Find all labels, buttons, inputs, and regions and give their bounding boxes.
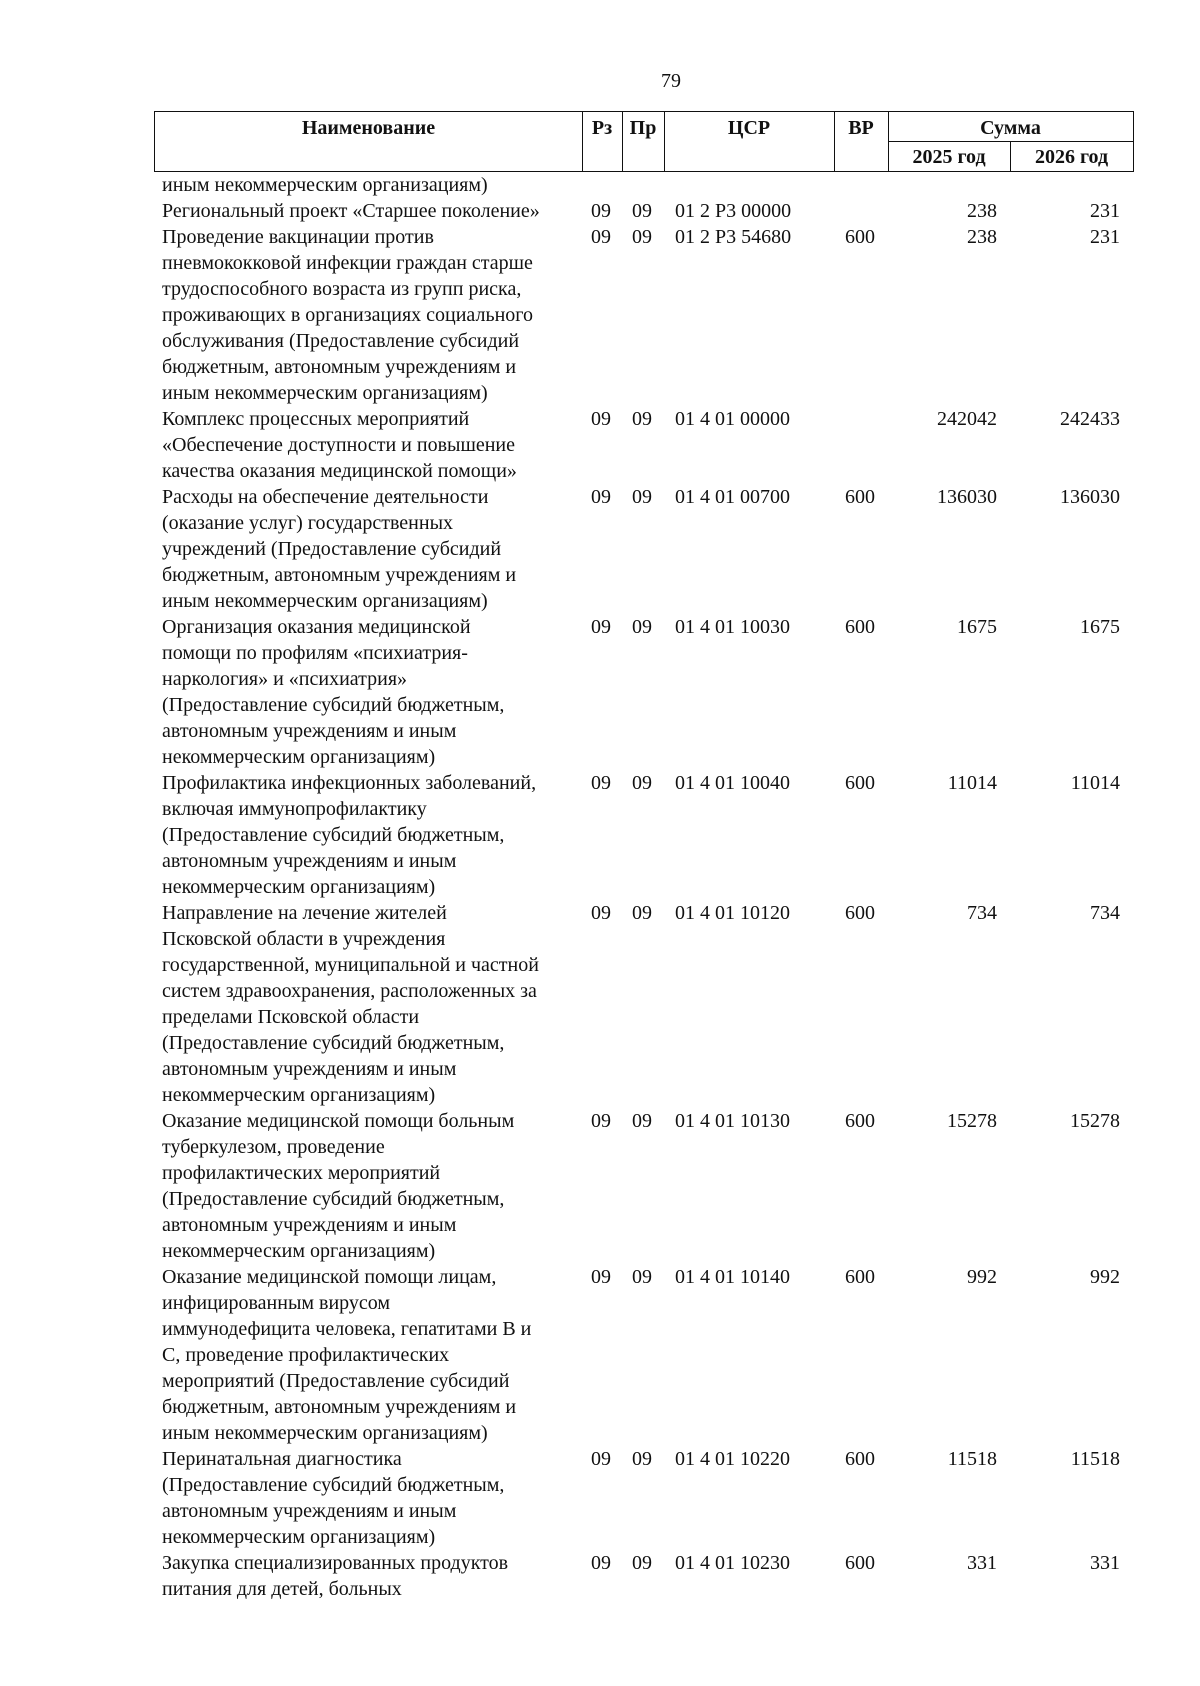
- header-year-2025: 2025 год: [912, 146, 986, 168]
- cell-2025: 238: [967, 200, 997, 222]
- table-row: [154, 406, 1134, 484]
- cell-rz: 09: [591, 772, 611, 794]
- cell-name: [154, 172, 581, 198]
- cell-pr: 09: [632, 486, 652, 508]
- header-rz: Рз: [591, 117, 613, 139]
- cell-2025: 331: [967, 1552, 997, 1574]
- cell-name-line: Оказание медицинской помощи больным: [162, 1110, 515, 1132]
- cell-rz: 09: [591, 1552, 611, 1574]
- cell-2025: 136030: [937, 486, 997, 508]
- cell-name-line: Оказание медицинской помощи лицам,: [162, 1266, 497, 1288]
- header-year-2026: 2026 год: [1034, 146, 1109, 168]
- cell-name-line: помощи по профилям «психиатрия-: [162, 642, 468, 664]
- cell-name-line: мероприятий (Предоставление субсидий: [162, 1370, 510, 1392]
- cell-name-line: наркология» и «психиатрия»: [162, 668, 408, 690]
- cell-2025: 15278: [947, 1110, 997, 1132]
- cell-name-line: туберкулезом, проведение: [162, 1136, 385, 1158]
- table-row: [154, 198, 1134, 224]
- cell-2025: 734: [967, 902, 997, 924]
- cell-csr: 01 4 01 10220: [675, 1448, 790, 1470]
- cell-name-line: иным некоммерческим организациям): [162, 1422, 488, 1444]
- cell-csr: 01 4 01 10230: [675, 1552, 790, 1574]
- cell-name-line: питания для детей, больных: [162, 1578, 402, 1600]
- cell-2025: [887, 172, 1009, 198]
- cell-rz: 09: [591, 1448, 611, 1470]
- cell-name-line: автономным учреждениям и иным: [162, 1058, 457, 1080]
- cell-name: [154, 484, 581, 614]
- cell-vr: 600: [845, 772, 875, 794]
- cell-name-line: Перинатальная диагностика: [162, 1448, 402, 1470]
- cell-name-line: (Предоставление субсидий бюджетным,: [162, 694, 505, 716]
- table-row: [154, 614, 1134, 770]
- cell-name: [154, 224, 581, 406]
- cell-name: [154, 198, 581, 224]
- cell-vr: 600: [845, 1266, 875, 1288]
- table-row: [154, 900, 1134, 1108]
- cell-name-line: включая иммунопрофилактику: [162, 798, 427, 820]
- cell-pr: 09: [632, 1448, 652, 1470]
- cell-name: [154, 614, 581, 770]
- page-number: 79: [661, 70, 681, 92]
- cell-vr: [833, 406, 887, 484]
- cell-name-line: иным некоммерческим организациям): [162, 174, 488, 196]
- cell-pr: 09: [632, 1266, 652, 1288]
- table-row: [154, 224, 1134, 406]
- cell-pr: 09: [632, 616, 652, 638]
- cell-name-line: (Предоставление субсидий бюджетным,: [162, 1474, 505, 1496]
- cell-name-line: иным некоммерческим организациям): [162, 590, 488, 612]
- cell-pr: 09: [632, 226, 652, 248]
- cell-name-line: пределами Псковской области: [162, 1006, 420, 1028]
- cell-name-line: проживающих в организациях социального: [162, 304, 533, 326]
- cell-vr: 600: [845, 902, 875, 924]
- cell-2026: 11518: [1070, 1448, 1120, 1470]
- cell-name-line: С, проведение профилактических: [162, 1344, 450, 1366]
- cell-2025: 11014: [947, 772, 997, 794]
- cell-name-line: некоммерческим организациям): [162, 1240, 436, 1262]
- cell-name-line: Псковской области в учреждения: [162, 928, 446, 950]
- cell-name: [154, 1446, 581, 1550]
- cell-rz: 09: [591, 616, 611, 638]
- cell-2026: [1009, 172, 1134, 198]
- cell-name-line: качества оказания медицинской помощи»: [162, 460, 517, 482]
- cell-pr: 09: [632, 408, 652, 430]
- cell-rz: 09: [591, 408, 611, 430]
- cell-2026: 15278: [1070, 1110, 1120, 1132]
- table-row: [154, 1446, 1134, 1550]
- cell-2026: 992: [1090, 1266, 1120, 1288]
- budget-table: [154, 111, 1134, 1602]
- cell-2026: 231: [1090, 226, 1120, 248]
- cell-name-line: бюджетным, автономным учреждениям и: [162, 1396, 517, 1418]
- cell-csr: 01 4 01 10120: [675, 902, 790, 924]
- cell-vr: 600: [845, 226, 875, 248]
- cell-2026: 1675: [1080, 616, 1120, 638]
- cell-name: [154, 1108, 581, 1264]
- cell-name-line: Профилактика инфекционных заболеваний,: [162, 772, 537, 794]
- cell-vr: 600: [845, 486, 875, 508]
- table-row: [154, 484, 1134, 614]
- cell-name-line: иммунодефицита человека, гепатитами В и: [162, 1318, 532, 1340]
- table-row: [154, 1108, 1134, 1264]
- cell-vr: [833, 198, 887, 224]
- cell-vr: 600: [845, 1552, 875, 1574]
- cell-vr: 600: [845, 1448, 875, 1470]
- cell-csr: 01 2 Р3 54680: [675, 226, 792, 248]
- cell-name-line: бюджетным, автономным учреждениям и: [162, 564, 517, 586]
- cell-2025: 242042: [937, 408, 997, 430]
- cell-name-line: Проведение вакцинации против: [162, 226, 434, 248]
- cell-name-line: систем здравоохранения, расположенных за: [162, 980, 537, 1002]
- cell-pr: 09: [632, 772, 652, 794]
- table-row: [154, 172, 1134, 198]
- cell-2026: 231: [1090, 200, 1120, 222]
- cell-csr: 01 4 01 10140: [675, 1266, 790, 1288]
- cell-2025: 238: [967, 226, 997, 248]
- table-body: [154, 172, 1134, 1602]
- cell-csr: 01 4 01 00000: [675, 408, 790, 430]
- cell-name-line: автономным учреждениям и иным: [162, 720, 457, 742]
- cell-2026: 242433: [1060, 408, 1120, 430]
- cell-name-line: (Предоставление субсидий бюджетным,: [162, 824, 505, 846]
- cell-csr: 01 4 01 10040: [675, 772, 790, 794]
- cell-2026: 136030: [1060, 486, 1120, 508]
- cell-rz: 09: [591, 1110, 611, 1132]
- cell-rz: 09: [591, 486, 611, 508]
- cell-name-line: (оказание услуг) государственных: [162, 512, 454, 534]
- cell-name-line: (Предоставление субсидий бюджетным,: [162, 1032, 505, 1054]
- header-pr: Пр: [629, 117, 657, 139]
- cell-vr: [833, 172, 887, 198]
- cell-name: [154, 900, 581, 1108]
- cell-rz: [581, 172, 621, 198]
- cell-rz: 09: [591, 200, 611, 222]
- cell-2025: 992: [967, 1266, 997, 1288]
- cell-name-line: «Обеспечение доступности и повышение: [162, 434, 516, 456]
- cell-name-line: некоммерческим организациям): [162, 1084, 436, 1106]
- header-name: Наименование: [301, 117, 436, 139]
- cell-name-line: пневмококковой инфекции граждан старше: [162, 252, 533, 274]
- header-sum: Сумма: [980, 117, 1041, 139]
- table-header: [154, 111, 1134, 172]
- cell-name: [154, 1550, 581, 1602]
- cell-name-line: Расходы на обеспечение деятельности: [162, 486, 489, 508]
- cell-csr: 01 4 01 10130: [675, 1110, 790, 1132]
- cell-name-line: трудоспособного возраста из групп риска,: [162, 278, 522, 300]
- cell-name-line: (Предоставление субсидий бюджетным,: [162, 1188, 505, 1210]
- cell-rz: 09: [591, 902, 611, 924]
- cell-name-line: Региональный проект «Старшее поколение»: [162, 200, 540, 222]
- cell-vr: 600: [845, 1110, 875, 1132]
- cell-csr: 01 4 01 10030: [675, 616, 790, 638]
- cell-name-line: некоммерческим организациям): [162, 746, 436, 768]
- cell-name-line: Организация оказания медицинской: [162, 616, 471, 638]
- cell-name-line: некоммерческим организациям): [162, 876, 436, 898]
- cell-pr: 09: [632, 1552, 652, 1574]
- cell-name-line: инфицированным вирусом: [162, 1292, 391, 1314]
- cell-name-line: некоммерческим организациям): [162, 1526, 436, 1548]
- cell-vr: 600: [845, 616, 875, 638]
- cell-name-line: автономным учреждениям и иным: [162, 1214, 457, 1236]
- cell-name-line: бюджетным, автономным учреждениям и: [162, 356, 517, 378]
- cell-pr: 09: [632, 902, 652, 924]
- table-row: [154, 1550, 1134, 1602]
- cell-name-line: профилактических мероприятий: [162, 1162, 441, 1184]
- cell-2025: 11518: [947, 1448, 997, 1470]
- cell-name-line: Направление на лечение жителей: [162, 902, 447, 924]
- header-vr: ВР: [848, 117, 874, 139]
- cell-name-line: автономным учреждениям и иным: [162, 1500, 457, 1522]
- cell-pr: [621, 172, 663, 198]
- cell-name-line: Закупка специализированных продуктов: [162, 1552, 509, 1574]
- cell-2026: 331: [1090, 1552, 1120, 1574]
- table-row: [154, 770, 1134, 900]
- cell-csr: 01 2 Р3 00000: [675, 200, 792, 222]
- cell-name-line: обслуживания (Предоставление субсидий: [162, 330, 520, 352]
- cell-name-line: автономным учреждениям и иным: [162, 850, 457, 872]
- cell-2025: 1675: [957, 616, 997, 638]
- cell-pr: 09: [632, 1110, 652, 1132]
- cell-rz: 09: [591, 226, 611, 248]
- cell-name-line: Комплекс процессных мероприятий: [162, 408, 470, 430]
- cell-name: [154, 406, 581, 484]
- cell-name: [154, 1264, 581, 1446]
- cell-2026: 734: [1090, 902, 1120, 924]
- cell-name-line: государственной, муниципальной и частной: [162, 954, 539, 976]
- cell-pr: 09: [632, 200, 652, 222]
- cell-name-line: учреждений (Предоставление субсидий: [162, 538, 502, 560]
- cell-rz: 09: [591, 1266, 611, 1288]
- cell-2026: 11014: [1070, 772, 1120, 794]
- cell-csr: [663, 172, 833, 198]
- cell-csr: 01 4 01 00700: [675, 486, 790, 508]
- header-csr: ЦСР: [727, 117, 771, 139]
- cell-name: [154, 770, 581, 900]
- table-row: [154, 1264, 1134, 1446]
- cell-name-line: иным некоммерческим организациям): [162, 382, 488, 404]
